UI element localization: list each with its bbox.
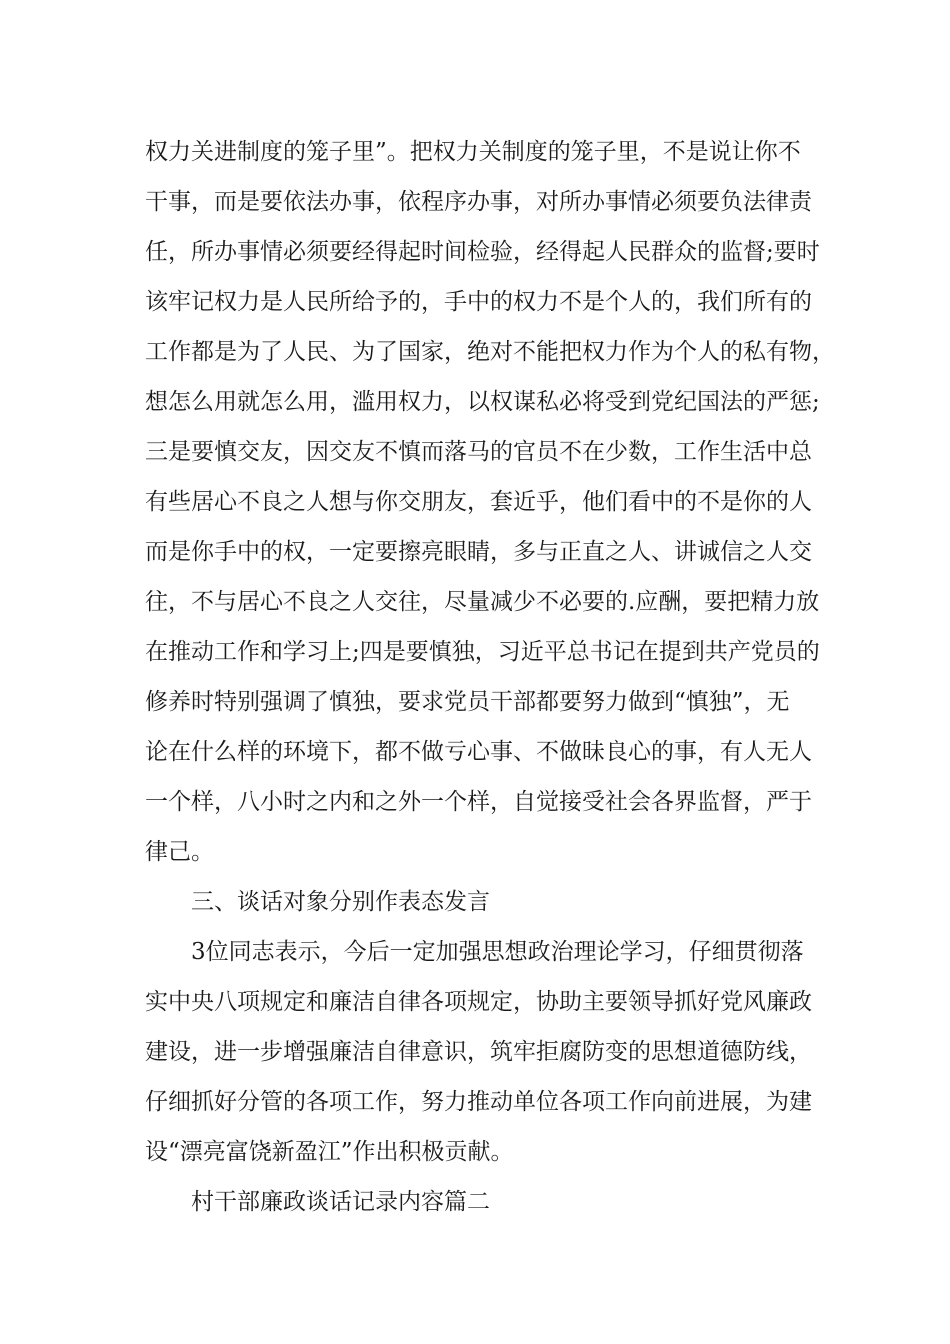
paragraph-line: 三是要慎交友，因交友不慎而落马的官员不在少数，工作生活中总: [145, 439, 812, 465]
paragraph-line: 一个样，八小时之内和之外一个样，自觉接受社会各界监督，严于: [145, 789, 812, 815]
section-heading: 三、谈话对象分别作表态发言: [191, 889, 490, 915]
section-title: 村干部廉政谈话记录内容篇二: [191, 1189, 490, 1215]
paragraph-line: 干事，而是要依法办事，依程序办事，对所办事情必须要负法律责: [145, 189, 812, 215]
paragraph-line: 工作都是为了人民、为了国家，绝对不能把权力作为个人的私有物，: [145, 339, 835, 365]
paragraph-line: 想怎么用就怎么用，滥用权力，以权谋私必将受到党纪国法的严惩;: [145, 389, 820, 415]
body-text: [145, 127, 835, 1227]
paragraph-line: 论在什么样的环境下，都不做亏心事、不做昧良心的事，有人无人: [145, 739, 812, 765]
paragraph-line: 建设，进一步增强廉洁自律意识，筑牢拒腐防变的思想道德防线，: [145, 1039, 812, 1065]
paragraph-line: 该牢记权力是人民所给予的，手中的权力不是个人的，我们所有的: [145, 289, 812, 315]
paragraph-line: 而是你手中的权，一定要擦亮眼睛，多与正直之人、讲诚信之人交: [145, 539, 812, 565]
paragraph-line: 有些居心不良之人想与你交朋友，套近乎，他们看中的不是你的人: [145, 489, 812, 515]
paragraph-line: 在推动工作和学习上;四是要慎独，习近平总书记在提到共产党员的: [145, 639, 820, 665]
paragraph-line: 权力关进制度的笼子里”。把权力关制度的笼子里，不是说让你不: [145, 139, 801, 165]
paragraph-line: 设“漂亮富饶新盈江”作出积极贡献。: [145, 1139, 514, 1165]
paragraph-line: 实中央八项规定和廉洁自律各项规定，协助主要领导抓好党风廉政: [145, 989, 812, 1015]
paragraph-line: 任，所办事情必须要经得起时间检验，经得起人民群众的监督;要时: [145, 239, 820, 265]
paragraph-line: 修养时特别强调了慎独，要求党员干部都要努力做到“慎独”，无: [145, 689, 790, 715]
paragraph-line: 仔细抓好分管的各项工作，努力推动单位各项工作向前进展，为建: [145, 1089, 812, 1115]
paragraph-line: 往，不与居心不良之人交往，尽量减少不必要的.应酬，要把精力放: [145, 589, 820, 615]
paragraph-line: 3位同志表示，今后一定加强思想政治理论学习，仔细贯彻落: [191, 939, 804, 965]
paragraph-line: 律己。: [145, 839, 214, 865]
